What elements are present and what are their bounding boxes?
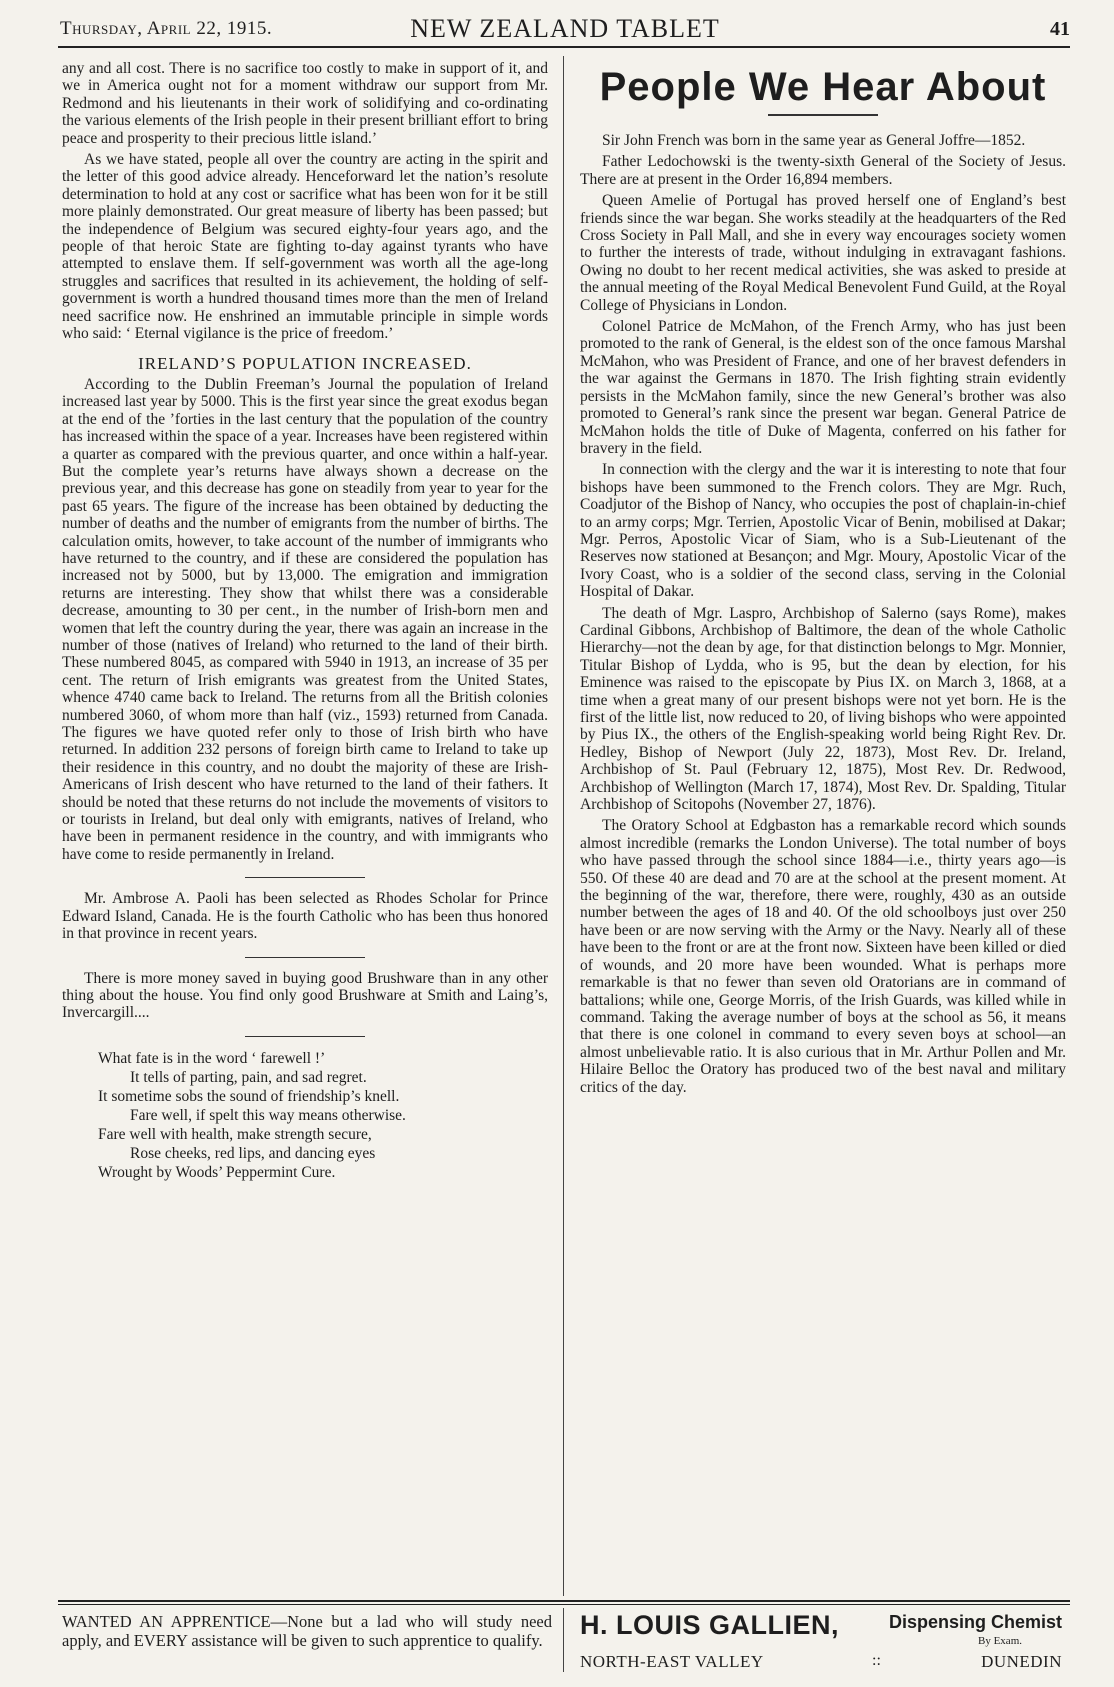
poem-line: It tells of parting, pain, and sad regret.	[130, 1068, 367, 1086]
poem-line: It sometime sobs the sound of friendship’s knell.	[98, 1087, 400, 1105]
news-item: In connection with the clergy and the war it is interesting to note that four bishops have been summoned to the French colors. They are Mgr. Ruch, Coadjutor of the Bishop of Nancy, who occupies the post of chaplain-in-chief to an army corps; Mgr. Terrien, Apostolic Vicar of Benin, mobilised at Dakar; Mgr. Perros, Apostolic Vicar of Siam, who is a Sub-Lieutenant of the Reserves now stationed at Besançon; and Mgr. Moury, Apostolic Vicar of the Ivory Coast, who is a soldier of the second class, serving in the Colonial Hospital of Dakar.	[580, 461, 1066, 601]
chemist-location: NORTH-EAST VALLEY	[580, 1652, 764, 1671]
chemist-advert	[580, 1608, 1066, 1680]
news-item: The death of Mgr. Laspro, Archbishop of Salerno (says Rome), makes Cardinal Gibbons, Archbishop of Baltimore, the dean of the whole Catholic Hierarchy—not the dean by age, for that distinction belongs to Mgr. Monnier, Titular Bishop of Lydda, who is 95, but the dean by election, for his Eminence was raised to the episcopate by Pius IX. on March 3, 1868, at a time when a great many of our present bishops were not yet born. He is the first of the little list, now reduced to 20, of living bishops who were appointed by Pius IX., the others of the English-speaking world being Right Rev. Dr. Hedley, Bishop of Newport (July 22, 1873), Most Rev. Dr. Ireland, Archbishop of St. Paul (February 12, 1875), Most Rev. Dr. Redwood, Archbishop of Wellington (March 17, 1874), Most Rev. Dr. Spalding, Titular Archbishop of Scitopohs (November 27, 1876).	[580, 604, 1066, 814]
news-item: The Oratory School at Edgbaston has a remarkable record which sounds almost incredible (remarks the London Universe). The total number of boys who have passed through the school since 1884—i.e., thirty years ago—is 550. Of these 40 are dead and 70 are at the school at the present moment. At the beginning of the war, therefore, there were, roughly, 430 as an outside number between the ages of 18 and 40. Of the old schoolboys just over 250 have been or are now serving with the Army or the Navy. Nearly all of these have been to the front or are at the front now. Sixteen have been killed or died of wounds, and 20 more have been wounded. What is perhaps more remarkable is that no fewer than seven old Oratorians are in command of battalions; while one, George Morris, of the Irish Guards, was killed while in command. Taking the average number of boys at the school as 56, it means that there is one colonel in command to every seven boys at school—an almost unbelievable ratio. It is also curious that in Mr. Arthur Pollen and Mr. Hilaire Belloc the Oratory has produced two of the best naval and military critics of the day.	[580, 817, 1066, 1096]
divider-rule	[245, 957, 365, 958]
article-paragraph: According to the Dublin Freeman’s Journal the population of Ireland increased last year by 5000. This is the first year since the great exodus began at the end of the ’forties in the last century that the population of the country has increased within the space of a year. Increases have been registered within a quarter as compared with the previous quarter, and once within a half-year. But the complete year’s returns have always shown a decrease on the previous year, and this decrease has gone on steadily from year to year for the past 65 years. The figure of the increase has been obtained by deducting the number of deaths and the number of emigrants from the number of births. The calculation omits, however, to take account of the number of immigrants who have returned to the country, and if these are considered the population has increased not by 5000, but by 13,000. The emigration and immigration returns are interesting. They show that whilst there was a considerable decrease, amounting to 30 per cent., in the number of Irish-born men and women that left the country during the year, there was again an increase in the number of those (natives of Ireland) who returned to the land of their birth. These numbered 8045, as compared with 5940 in 1913, an increase of 35 per cent. The return of Irish emigrants was greatest from the United States, whence 4740 came back to Ireland. The returns from all the British colonies numbered 3060, of whom more than half (viz., 1593) returned from Canada. The figures we have quoted refer only to those of Irish birth who have returned. In addition 232 persons of foreign birth came to Ireland to take up their residence in this country, and no doubt the majority of these are Irish-Americans of Irish descent who have returned to the land of their fathers. It should be noted that these returns do not include the movements of visitors to or tourists in Ireland, but deal only with emigrants, natives of Ireland, who have been in permanent residence in the country, and with immigrants who have come to reside permanently in Ireland.	[62, 375, 548, 863]
poem	[98, 1049, 548, 1182]
issue-date: Thursday, April 22, 1915.	[60, 18, 273, 39]
news-item: Father Ledochowski is the twenty-sixth General of the Society of Jesus. There are at present in the Order 16,894 members.	[580, 153, 1066, 188]
poem-line: Wrought by Woods’ Peppermint Cure.	[98, 1163, 336, 1181]
news-item: Sir John French was born in the same year as General Joffre—1852.	[602, 132, 1026, 149]
poem-line: What fate is in the word ‘ farewell !’	[98, 1049, 326, 1067]
chemist-qualification: By Exam.	[978, 1635, 1022, 1647]
masthead	[60, 10, 1070, 44]
left-column	[62, 60, 548, 1590]
article-paragraph: any and all cost. There is no sacrifice too costly to make in support of it, and we in America ought not for a moment withdraw our support from Mr. Redmond and his lieutenants in their work of solidifying and co-ordinating the various elements of the Irish people in their present brilliant effort to bring peace and prosperity to their precious little island.’	[62, 60, 548, 147]
article-paragraph: As we have stated, people all over the country are acting in the spirit and the letter of this good advice already. Henceforward let the nation’s resolute determination to hold at any cost or sacrifice what has been won for it be still more plainly demonstrated. Our great measure of liberty has been passed; but the independence of Belgium was secured eighty-four years ago, and the people of that heroic State are fighting to-day against tyrants who have attempted to enslave them. If self-government was worth all the age-long struggles and sacrifices that resulted in its achievement, the holding of self-government is worth a hundred thousand times more than the men of Ireland need sacrifice now. He enshrined an immutable principle in simple words who said: ‘ Eternal vigilance is the price of freedom.’	[62, 151, 548, 343]
divider-rule	[245, 877, 365, 878]
apprentice-advert: WANTED AN APPRENTICE—None but a lad who will study need apply, and EVERY assistance will be given to such apprentice to qualify.	[62, 1612, 552, 1650]
feature-title: People We Hear About	[599, 65, 1047, 109]
chemist-name: H. LOUIS GALLIEN,	[580, 1610, 840, 1640]
divider-rule	[245, 1036, 365, 1037]
footer-rule	[58, 1604, 1070, 1605]
chemist-city: DUNEDIN	[981, 1652, 1062, 1671]
news-item: Colonel Patrice de McMahon, of the French Army, who has just been promoted to the rank of General, is the eldest son of the once famous Marshal McMahon, who was President of France, and one of her bravest defenders in the war against the Germans in 1870. The Irish fighting strain evidently persists in the McMahon family, since the new General’s brother was also promoted to General’s rank since the present war began. General Patrice de McMahon holds the title of Duke of Magenta, conferred on his father for bravery in the field.	[580, 318, 1066, 457]
masthead-rule	[58, 46, 1070, 48]
poem-line: Rose cheeks, red lips, and dancing eyes	[130, 1144, 376, 1162]
page-number: 41	[1050, 18, 1070, 40]
title-rule	[768, 114, 878, 116]
advert-paragraph: There is more money saved in buying good Brushware than in any other thing about the house. You find only good Brushware at Smith and Laing’s, Invercargill....	[62, 969, 548, 1022]
column-divider	[563, 56, 564, 1596]
right-column	[580, 60, 1066, 1590]
chemist-role: Dispensing Chemist	[888, 1612, 1062, 1632]
article-paragraph: Mr. Ambrose A. Paoli has been selected as Rhodes Scholar for Prince Edward Island, Canada. He is the fourth Catholic who has been thus honored in that province in recent years.	[62, 890, 548, 943]
poem-line: Fare well with health, make strength secure,	[98, 1125, 372, 1143]
advert-divider	[563, 1608, 564, 1672]
news-item: Queen Amelie of Portugal has proved herself one of England’s best friends since the war began. She works steadily at the headquarters of the Red Cross Society in Pall Mall, and she in every way encourages society women to further the interests of trade, without indulging in extravagant fashions. Owing no doubt to her recent medical activities, she was asked to preside at the annual meeting of the Royal Medical Benevolent Fund Guild, at the Royal College of Physicians in London.	[580, 192, 1066, 314]
footer-rule	[58, 1600, 1070, 1602]
chemist-separator: ::	[872, 1652, 881, 1669]
poem-line: Fare well, if spelt this way means otherwise.	[130, 1106, 406, 1124]
newspaper-title: NEW ZEALAND TABLET	[410, 14, 720, 43]
section-heading: IRELAND’S POPULATION INCREASED.	[138, 353, 472, 373]
